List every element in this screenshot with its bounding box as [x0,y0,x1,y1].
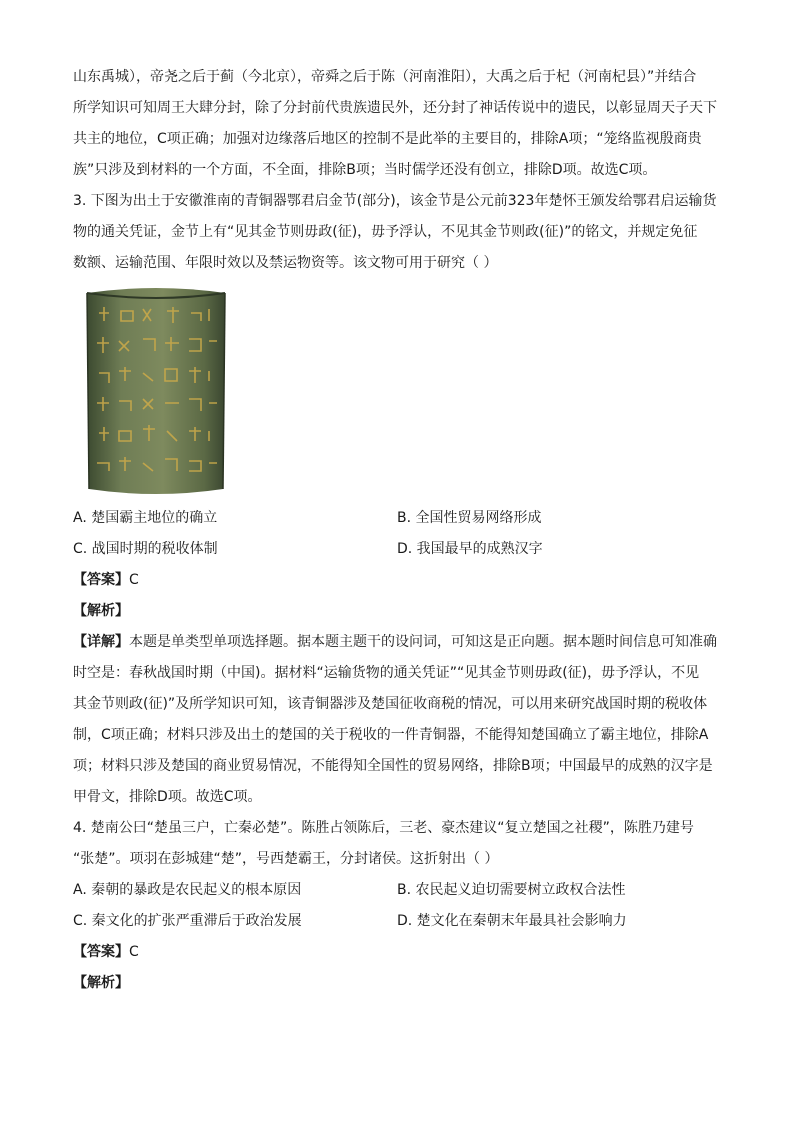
analysis-tag: 【解析】 [73,975,129,991]
text-line: 所学知识可知周王大肆分封，除了分封前代贵族遗民外，还分封了神话传说中的遗民，以彰显周天子天下 [73,100,717,116]
option-c: C. 秦文化的扩张严重滞后于政治发展 [73,913,302,929]
text-line: 山东禹城），帝尧之后于蓟（今北京），帝舜之后于陈（河南淮阳），大禹之后于杞（河南杞县）”并结合 [73,69,697,85]
question-stem-line: 3. 下图为出土于安徽淮南的青铜器鄂君启金节(部分)，该金节是公元前323年楚怀王颁发给鄂君启运输货 [73,193,717,209]
answer-line [73,565,723,596]
page-content [73,62,723,999]
bronze-tally-image [81,285,231,499]
option-a: A. 秦朝的暴政是农民起义的根本原因 [73,882,302,898]
detail-line: 时空是：春秋战国时期（中国)。据材料“运输货物的通关凭证”“见其金节则毋政(征)，毋予浮认，不见 [73,665,700,681]
answer-value: C [129,944,139,960]
answer-tag: 【答案】 [73,944,129,960]
analysis-tag: 【解析】 [73,603,129,619]
question-stem-line: 数额、运输范围、年限时效以及禁运物资等。该文物可用于研究（ ） [73,255,498,271]
previous-analysis-continuation [73,62,723,186]
options-row [73,906,723,937]
question-4 [73,813,723,999]
bronze-tally-illustration [81,285,231,499]
option-d: D. 楚文化在秦朝末年最具社会影响力 [397,913,627,929]
text-line: 族”只涉及到材料的一个方面，不全面，排除B项；当时儒学还没有创立，排除D项。故选C项。 [73,162,657,178]
text-line: 共主的地位，C项正确；加强对边缘落后地区的控制不是此举的主要目的，排除A项；“笼络监视殷商贵 [73,131,702,147]
detail-text: 本题是单类型单项选择题。据本题主题干的设问词，可知这是正向题。据本题时间信息可知准确 [129,634,717,650]
option-a: A. 楚国霸主地位的确立 [73,510,218,526]
question-3 [73,186,723,813]
answer-value: C [129,572,139,588]
options-row [73,503,723,534]
answer-line [73,937,723,968]
detail-tag: 【详解】 [73,634,129,650]
analysis-line [73,968,723,999]
analysis-line [73,596,723,627]
answer-tag: 【答案】 [73,572,129,588]
detail-line: 制，C项正确；材料只涉及出土的楚国的关于税收的一件青铜器，不能得知楚国确立了霸主地位，排除A [73,727,709,743]
option-d: D. 我国最早的成熟汉字 [397,541,543,557]
detail-line: 项；材料只涉及楚国的商业贸易情况，不能得知全国性的贸易网络，排除B项；中国最早的成熟的汉字是 [73,758,713,774]
question-stem-line: “张楚”。项羽在彭城建“楚”，号西楚霸王，分封诸侯。这折射出（ ） [73,851,499,867]
option-c: C. 战国时期的税收体制 [73,541,218,557]
detail-line: 其金节则政(征)”及所学知识可知，该青铜器涉及楚国征收商税的情况，可以用来研究战国时期的税收体 [73,696,708,712]
question-stem-line: 物的通关凭证，金节上有“见其金节则毋政(征)，毋予浮认，不见其金节则政(征)”的铭文，并规定免征 [73,224,698,240]
detail-line: 甲骨文，排除D项。故选C项。 [73,789,262,805]
option-b: B. 农民起义迫切需要树立政权合法性 [397,882,626,898]
option-b: B. 全国性贸易网络形成 [397,510,542,526]
options-row [73,534,723,565]
question-stem-line: 4. 楚南公曰“楚虽三户，亡秦必楚”。陈胜占领陈后，三老、豪杰建议“复立楚国之社稷”，陈胜乃建号 [73,820,694,836]
options-row [73,875,723,906]
detail-line [73,627,723,658]
